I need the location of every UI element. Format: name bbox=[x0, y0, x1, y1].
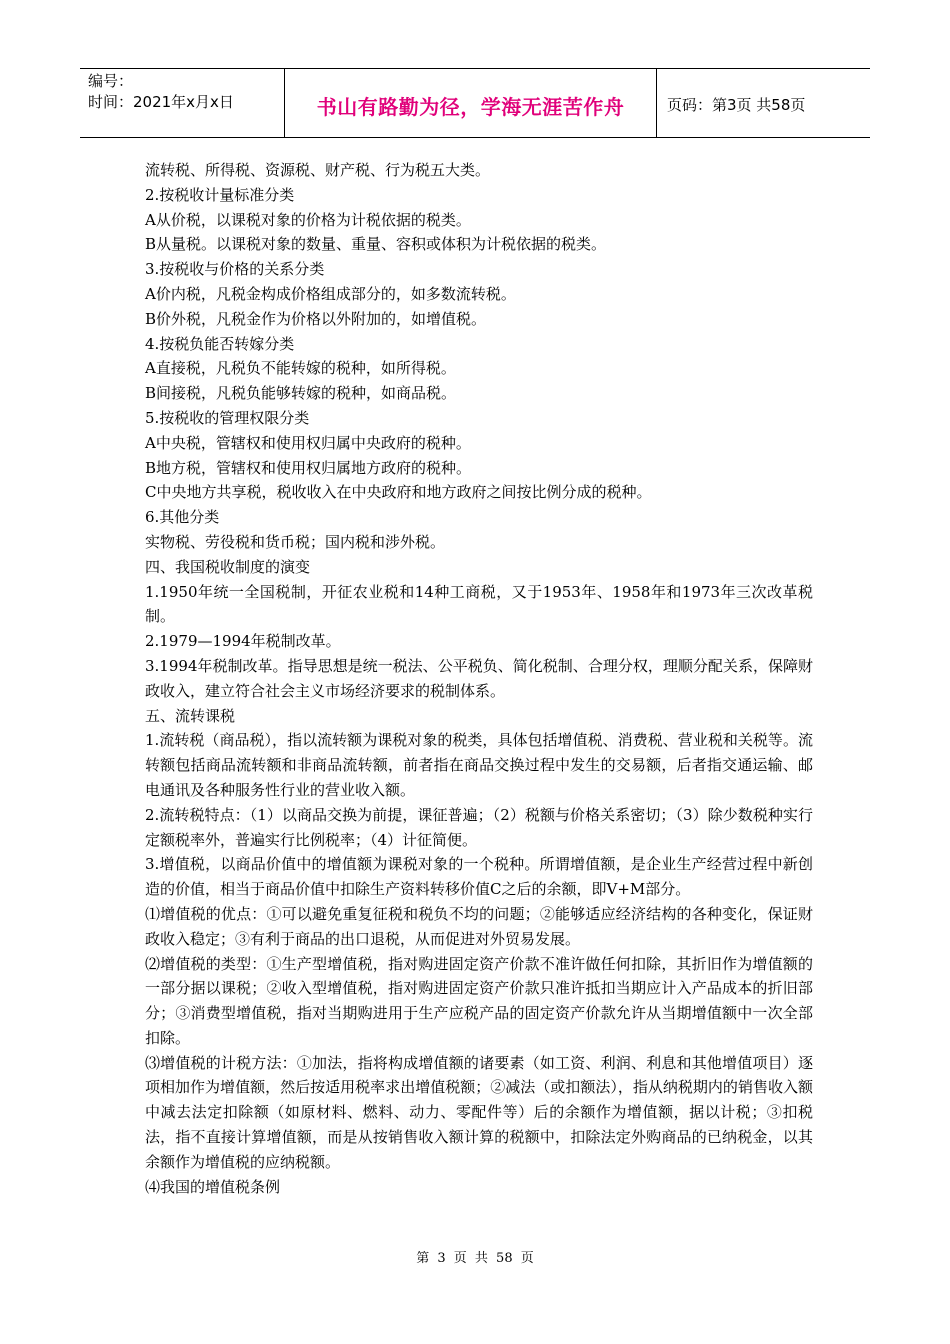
paragraph: B间接税，凡税负能够转嫁的税种，如商品税。 bbox=[145, 384, 457, 403]
document-number-label: 编号： bbox=[88, 72, 134, 90]
paragraph: ⑷我国的增值税条例 bbox=[145, 1177, 281, 1196]
paragraph: 6.其他分类 bbox=[145, 508, 220, 527]
section-heading: 四、我国税收制度的演变 bbox=[145, 557, 311, 576]
paragraph: 2.按税收计量标准分类 bbox=[145, 185, 295, 204]
paragraph: B地方税，管辖权和使用权归属地方政府的税种。 bbox=[145, 458, 472, 477]
document-time-label: 时间：2021年x月x日 bbox=[88, 93, 234, 111]
paragraph: A中央税，管辖权和使用权归属中央政府的税种。 bbox=[145, 433, 471, 452]
paragraph: 3.增值税，以商品价值中的增值额为课税对象的一个税种。所谓增值额，是企业生产经营过程中新创造的价值，相当于商品价值中扣除生产资料转移价值C之后的余额，即V+M部分。 bbox=[145, 855, 813, 899]
paragraph: B从量税。以课税对象的数量、重量、容积或体积为计税依据的税类。 bbox=[145, 235, 607, 254]
paragraph: C中央地方共享税，税收收入在中央政府和地方政府之间按比例分成的税种。 bbox=[145, 483, 652, 502]
paragraph: 2.1979—1994年税制改革。 bbox=[145, 632, 341, 651]
paragraph: 实物税、劳役税和货币税；国内税和涉外税。 bbox=[145, 532, 446, 551]
page-header bbox=[80, 68, 870, 138]
paragraph: A直接税，凡税负不能转嫁的税种，如所得税。 bbox=[145, 359, 456, 378]
paragraph: 3.1994年税制改革。指导思想是统一税法、公平税负、简化税制、合理分权，理顺分配关系，保障财政收入，建立符合社会主义市场经济要求的税制体系。 bbox=[145, 656, 813, 700]
document-body bbox=[145, 158, 813, 1199]
section-heading: 五、流转课税 bbox=[145, 706, 236, 725]
paragraph: 1.1950年统一全国税制，开征农业税和14种工商税，又于1953年、1958年和1973年三次改革税制。 bbox=[145, 582, 813, 626]
page-footer: 第 3 页 共 58 页 bbox=[416, 1251, 534, 1266]
header-motto: 书山有路勤为径，学海无涯苦作舟 bbox=[285, 69, 657, 137]
paragraph: ⑵增值税的类型：①生产型增值税，指对购进固定资产价款不准许做任何扣除，其折旧作为增值额的一部分据以课税；②收入型增值税，指对购进固定资产价款只准许抵扣当期应计入产品成本的折旧部分；③消费型增值税，指对当期购进用于生产应税产品的固定资产价款允许从当期增值额中一次全部扣除。 bbox=[145, 954, 813, 1047]
paragraph: A价内税，凡税金构成价格组成部分的，如多数流转税。 bbox=[145, 284, 516, 303]
paragraph: B价外税，凡税金作为价格以外附加的，如增值税。 bbox=[145, 309, 487, 328]
paragraph: 5.按税收的管理权限分类 bbox=[145, 408, 310, 427]
paragraph: ⑴增值税的优点：①可以避免重复征税和税负不均的问题；②能够适应经济结构的各种变化，保证财政收入稳定；③有利于商品的出口退税，从而促进对外贸易发展。 bbox=[145, 904, 813, 948]
paragraph: 1.流转税（商品税），指以流转额为课税对象的税类，具体包括增值税、消费税、营业税和关税等。流转额包括商品流转额和非商品流转额，前者指在商品交换过程中发生的交易额，后者指交通运输、邮电通讯及各种服务性行业的营业收入额。 bbox=[145, 731, 813, 799]
paragraph: A从价税，以课税对象的价格为计税依据的税类。 bbox=[145, 210, 471, 229]
paragraph: ⑶增值税的计税方法：①加法，指将构成增值额的诸要素（如工资、利润、利息和其他增值项目）逐项相加作为增值额，然后按适用税率求出增值税额；②减法（或扣额法），指从纳税期内的销售收入额中减去法定扣除额（如原材料、燃料、动力、零配件等）后的余额作为增值额，据以计税；③扣税法，指不直接计算增值额，而是从按销售收入额计算的税额中，扣除法定外购商品的已纳税金，以其余额作为增值税的应纳税额。 bbox=[145, 1053, 813, 1171]
paragraph: 流转税、所得税、资源税、财产税、行为税五大类。 bbox=[145, 161, 491, 179]
header-meta bbox=[80, 69, 285, 137]
header-page-number: 页码：第3页 共58页 bbox=[667, 96, 806, 114]
paragraph: 4.按税负能否转嫁分类 bbox=[145, 334, 295, 353]
paragraph: 3.按税收与价格的关系分类 bbox=[145, 260, 325, 279]
paragraph: 2.流转税特点：（1）以商品交换为前提，课征普遍；（2）税额与价格关系密切；（3）除少数税种实行定额税率外，普遍实行比例税率；（4）计征简便。 bbox=[145, 805, 813, 849]
